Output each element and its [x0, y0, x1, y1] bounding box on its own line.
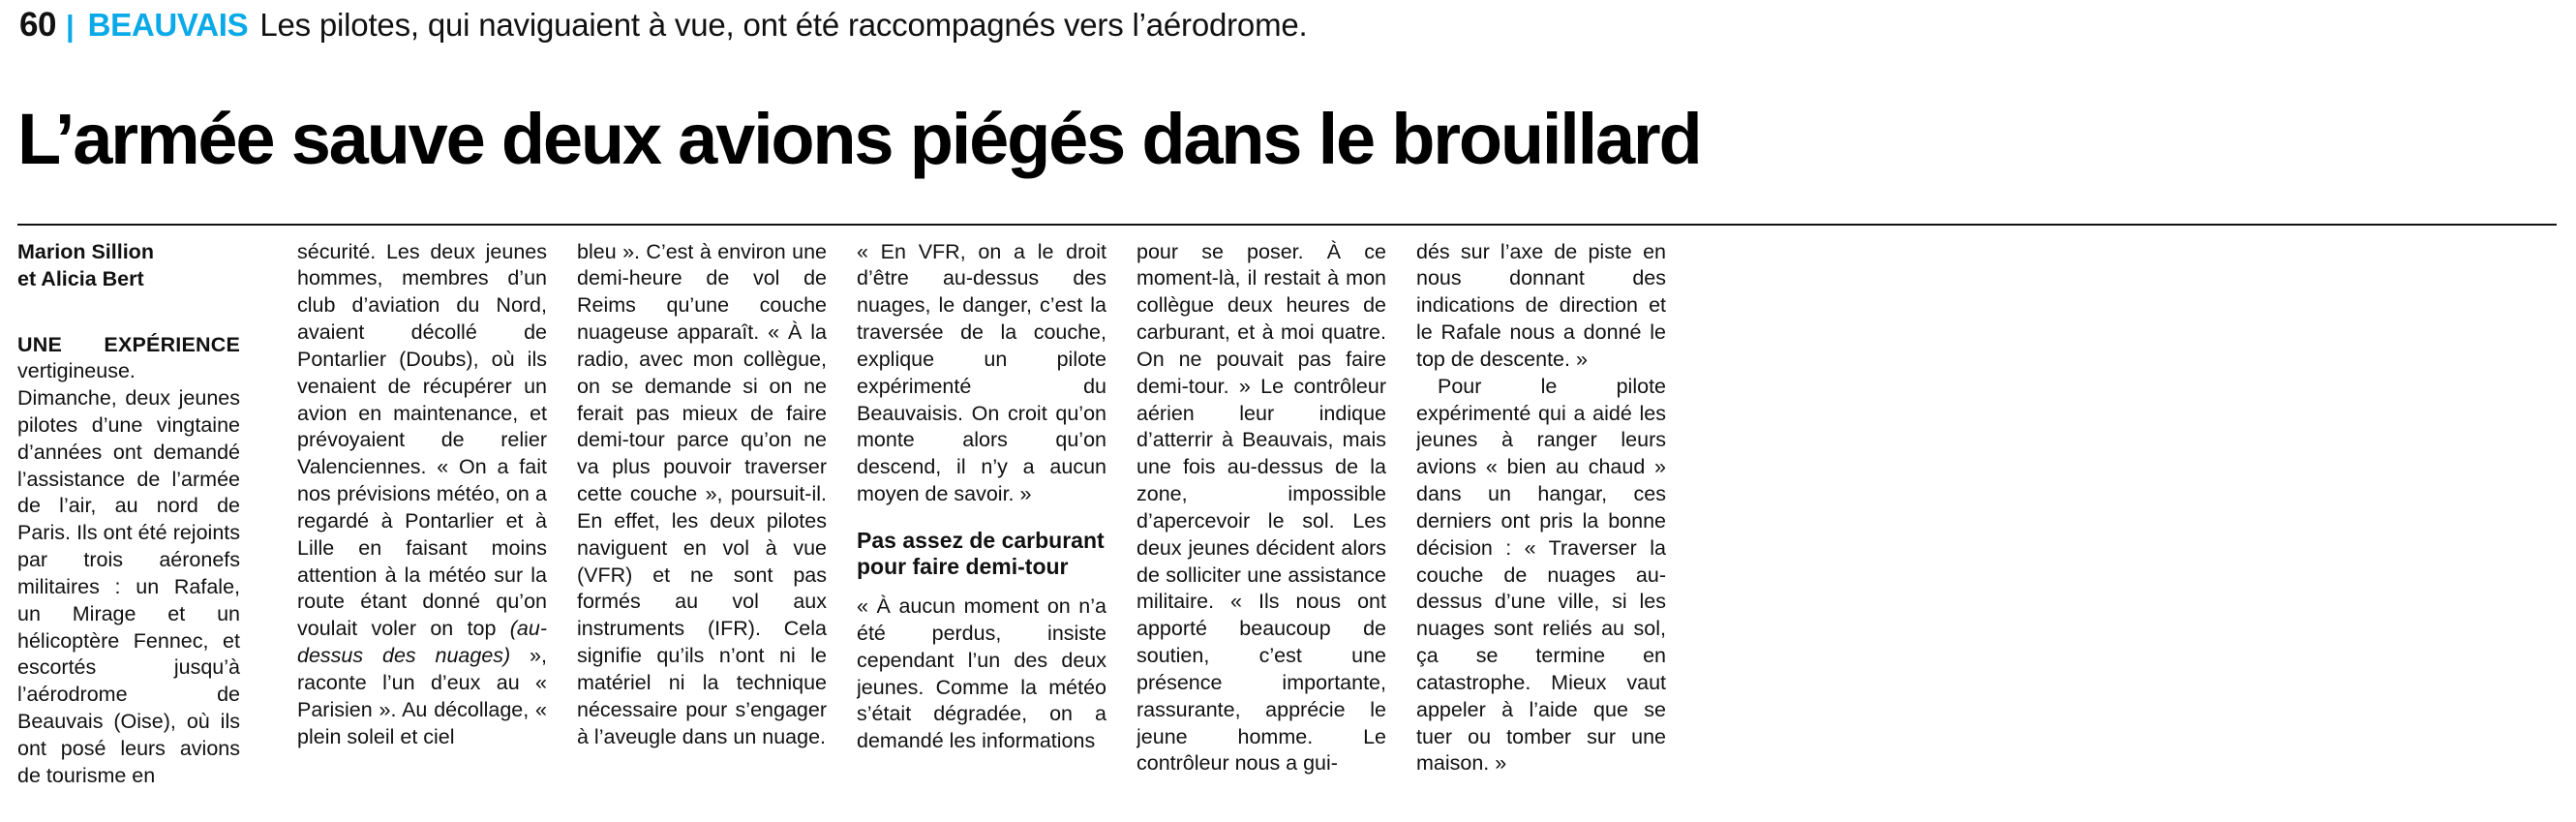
article-columns	[0, 226, 2576, 790]
paragraph: dés sur l’axe de piste en nous donnant des indications de direction et le Rafale nous a donné le top de descente. »	[1416, 239, 1666, 371]
paragraph: Pour le pilote expérimenté qui a aidé les jeunes à ranger leurs avions « bien au chaud » dans un hangar, ces derniers ont pris la bonne décision : « Traverser la couche de nuages au-dessus d’une ville, si les nuages sont reliés au sol, ça se termine en catastrophe. Mieux vaut appeler à l’aide que se tuer ou tomber sur une maison. »	[1416, 374, 1666, 776]
section-city-label: BEAUVAIS	[87, 7, 249, 43]
column-3	[577, 239, 827, 751]
paragraph: pour se poser. À ce moment-là, il restait à mon collègue deux heures de carburant, et à moi quatre. On ne pouvait pas faire demi-tour. » Le contrôleur aérien leur indique d’atterrir à Beauvais, mais une fois au-dessus de la zone, impossible d’apercevoir le sol. Les deux jeunes décident alors de solliciter une assistance militaire. « Ils nous ont apporté beaucoup de soutien, c’est une présence importante, rassurante, apprécie le jeune homme. Le contrôleur nous a gui-	[1136, 239, 1386, 776]
lede-paragraph	[17, 332, 240, 790]
column-6	[1416, 239, 1666, 778]
paragraph: sécurité. Les deux jeunes hommes, membres d’un club d’aviation du Nord, avaient décollé de Pontarlier (Doubs), où ils venaient de récupérer un avion en maintenance, et prévoyaient de relier Valenciennes. « On a fait nos prévisions météo, on a regardé à Pontarlier et à Lille en faisant moins attention à la météo sur la route étant donné qu’on voulait voler on top (au-dessus des nuages) », raconte l’un d’eux au « Parisien ». Au décollage, « plein soleil et ciel	[297, 239, 547, 748]
subheading: Pas assez de carburant pour faire demi-tour	[857, 527, 1105, 580]
kicker-line	[0, 0, 2576, 45]
paragraph: bleu ». C’est à environ une demi-heure de vol de Reims qu’une couche nuageuse apparaît. « À la radio, avec mon collègue, on se demande si on ne ferait pas mieux de faire demi-tour parce qu’on ne va plus pouvoir traverser cette couche », poursuit-il. En effet, les deux pilotes naviguent en vol à vue (VFR) et ne sont pas formés au vol aux instruments (IFR). Cela signifie qu’ils n’ont ni le matériel ni la technique nécessaire pour s’engager à l’aveugle dans un nuage.	[577, 239, 827, 748]
column-5	[1136, 239, 1386, 778]
kicker-separator: |	[65, 9, 75, 43]
column-byline-and-lede	[17, 239, 240, 790]
kicker-summary: Les pilotes, qui naviguaient à vue, ont été raccompagnés vers l’aérodrome.	[259, 7, 1308, 43]
paragraph: « En VFR, on a le droit d’être au-dessus des nuages, le danger, c’est la traversée de la couche, explique un pilote expérimenté du Beauvaisis. On croit qu’on monte alors qu’on descend, il n’y a aucun moyen de savoir. »	[857, 239, 1106, 506]
column-4	[857, 239, 1106, 756]
paragraph: « À aucun moment on n’a été perdus, insiste cependant l’un des deux jeunes. Comme la météo s’était dégradée, on a demandé les informations	[857, 594, 1106, 753]
lede-lead-in: UNE EXPÉRIENCE	[17, 332, 240, 356]
page-number: 60	[19, 6, 56, 44]
lede-rest: vertigineuse. Dimanche, deux jeunes pilotes d’une vingtaine d’années ont demandé l’assistance de l’armée de l’air, au nord de Paris. Ils ont été rejoints par trois aéronefs militaires : un Rafale, un Mirage et un hélicoptère Fennec, et escortés jusqu’à l’aérodrome de Beauvais (Oise), où ils ont posé leurs avions de tourisme en	[17, 359, 240, 787]
column-2	[297, 239, 547, 751]
page-title: L’armée sauve deux avions piégés dans le brouillard	[17, 98, 1701, 179]
byline: Marion Sillion et Alicia Bert	[17, 239, 154, 290]
italic-fragment: (au-dessus des nuages)	[297, 617, 547, 668]
